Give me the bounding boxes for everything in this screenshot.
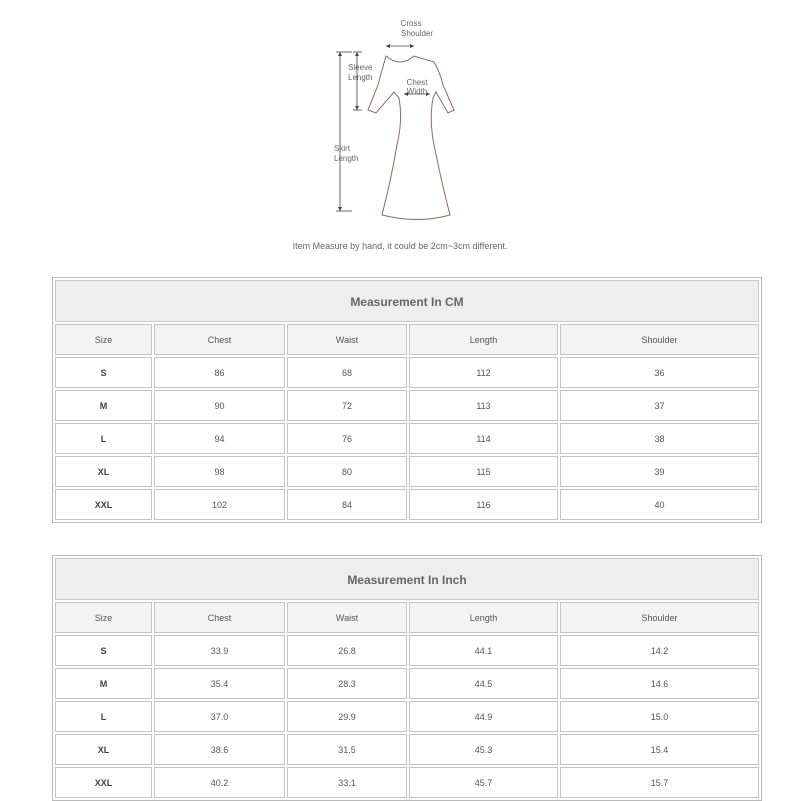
cell-chest: 37.0 — [154, 701, 285, 732]
cell-waist: 26.8 — [287, 635, 407, 666]
cross-shoulder-label-1: Cross — [400, 19, 422, 28]
sleeve-length-label-1: Sleeve — [348, 63, 373, 72]
cell-waist: 29.9 — [287, 701, 407, 732]
cell-shoulder: 38 — [560, 423, 759, 454]
cell-length: 113 — [409, 390, 558, 421]
cell-chest: 33.9 — [154, 635, 285, 666]
cell-length: 114 — [409, 423, 558, 454]
cell-shoulder: 37 — [560, 390, 759, 421]
cell-shoulder: 14.2 — [560, 635, 759, 666]
table-row — [55, 635, 759, 666]
cell-shoulder: 40 — [560, 489, 759, 520]
cm-measurement-table — [52, 277, 762, 523]
table-row — [55, 767, 759, 798]
header-shoulder: Shoulder — [560, 324, 759, 355]
header-chest: Chest — [154, 324, 285, 355]
table-row — [55, 456, 759, 487]
table-row — [55, 357, 759, 388]
table-title: Measurement In Inch — [55, 558, 759, 600]
measurement-note: Item Measure by hand, it could be 2cm~3cm different. — [292, 241, 508, 251]
cell-size: L — [55, 701, 152, 732]
cell-waist: 31.5 — [287, 734, 407, 765]
header-chest: Chest — [154, 602, 285, 633]
cell-chest: 38.6 — [154, 734, 285, 765]
inch-measurement-table — [52, 555, 762, 801]
cell-chest: 90 — [154, 390, 285, 421]
cell-size: M — [55, 390, 152, 421]
cell-chest: 94 — [154, 423, 285, 454]
cell-chest: 35.4 — [154, 668, 285, 699]
cell-shoulder: 15.4 — [560, 734, 759, 765]
header-size: Size — [55, 324, 152, 355]
cell-shoulder: 36 — [560, 357, 759, 388]
skirt-length-label-2: Length — [334, 154, 359, 163]
chest-width-label-2: Width — [406, 87, 428, 96]
cell-chest: 98 — [154, 456, 285, 487]
cell-size: XL — [55, 734, 152, 765]
header-shoulder: Shoulder — [560, 602, 759, 633]
size-table — [53, 322, 761, 522]
dress-illustration — [300, 10, 500, 230]
cell-length: 112 — [409, 357, 558, 388]
dress-measurement-diagram — [300, 10, 500, 230]
cell-shoulder: 15.7 — [560, 767, 759, 798]
header-size: Size — [55, 602, 152, 633]
cell-size: S — [55, 635, 152, 666]
cell-waist: 76 — [287, 423, 407, 454]
cell-chest: 86 — [154, 357, 285, 388]
table-row — [55, 423, 759, 454]
table-row — [55, 668, 759, 699]
table-row — [55, 734, 759, 765]
cell-size: XL — [55, 456, 152, 487]
cell-length: 115 — [409, 456, 558, 487]
cell-shoulder: 14.6 — [560, 668, 759, 699]
sleeve-length-label-2: Length — [348, 73, 373, 82]
cell-length: 45.3 — [409, 734, 558, 765]
cross-shoulder-label-2: Shoulder — [400, 29, 434, 38]
skirt-length-label-1: Skirt — [334, 144, 350, 153]
header-length: Length — [409, 602, 558, 633]
cell-chest: 102 — [154, 489, 285, 520]
table-row — [55, 390, 759, 421]
table-row — [55, 489, 759, 520]
cell-length: 44.1 — [409, 635, 558, 666]
cell-length: 44.5 — [409, 668, 558, 699]
cell-waist: 33.1 — [287, 767, 407, 798]
table-header-row — [55, 324, 759, 355]
cell-size: XXL — [55, 489, 152, 520]
header-waist: Waist — [287, 602, 407, 633]
cell-length: 44.9 — [409, 701, 558, 732]
cell-waist: 68 — [287, 357, 407, 388]
cell-waist: 28.3 — [287, 668, 407, 699]
size-table — [53, 600, 761, 800]
cell-length: 116 — [409, 489, 558, 520]
cell-length: 45.7 — [409, 767, 558, 798]
table-title: Measurement In CM — [55, 280, 759, 322]
cell-waist: 80 — [287, 456, 407, 487]
cell-size: L — [55, 423, 152, 454]
cell-shoulder: 39 — [560, 456, 759, 487]
cell-size: XXL — [55, 767, 152, 798]
header-length: Length — [409, 324, 558, 355]
cell-shoulder: 15.0 — [560, 701, 759, 732]
table-row — [55, 701, 759, 732]
chest-width-label-1: Chest — [406, 78, 428, 87]
header-waist: Waist — [287, 324, 407, 355]
cell-waist: 84 — [287, 489, 407, 520]
cell-size: M — [55, 668, 152, 699]
cell-chest: 40.2 — [154, 767, 285, 798]
cell-waist: 72 — [287, 390, 407, 421]
cell-size: S — [55, 357, 152, 388]
table-header-row — [55, 602, 759, 633]
